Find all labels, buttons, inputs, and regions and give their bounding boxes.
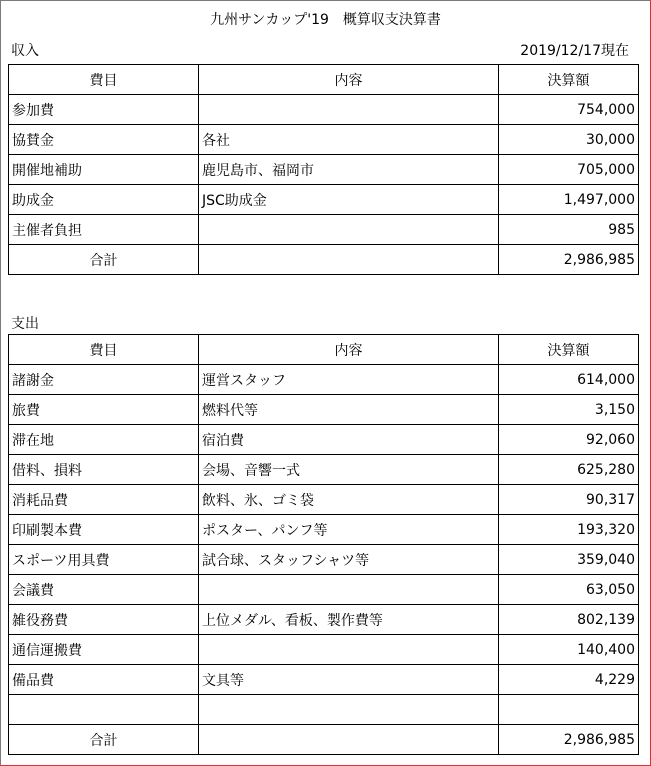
- income-total-label: 合計: [9, 245, 199, 275]
- expense-content: 飲料、氷、ゴミ袋: [199, 485, 499, 515]
- expense-amount: 92,060: [499, 425, 639, 455]
- income-content: JSC助成金: [199, 185, 499, 215]
- expense-section-label: 支出: [11, 316, 39, 332]
- expense-amount: 3,150: [499, 395, 639, 425]
- expense-item: 通信運搬費: [9, 635, 199, 665]
- income-section-label: 収入: [11, 43, 39, 59]
- header-content: 内容: [199, 65, 499, 95]
- expense-table: [8, 334, 639, 755]
- expense-amount: 63,050: [499, 575, 639, 605]
- income-item: 開催地補助: [9, 155, 199, 185]
- expense-item: 滞在地: [9, 425, 199, 455]
- expense-item: 旅費: [9, 395, 199, 425]
- expense-amount: 193,320: [499, 515, 639, 545]
- income-row: [9, 215, 639, 245]
- expense-amount: [499, 695, 639, 725]
- income-item: 参加費: [9, 95, 199, 125]
- expense-row: [9, 605, 639, 635]
- expense-item: 印刷製本費: [9, 515, 199, 545]
- expense-row: [9, 425, 639, 455]
- income-total-empty: [199, 245, 499, 275]
- income-item: 助成金: [9, 185, 199, 215]
- expense-item: 会議費: [9, 575, 199, 605]
- expense-content: 文具等: [199, 665, 499, 695]
- income-row: [9, 185, 639, 215]
- expense-row: [9, 455, 639, 485]
- expense-content: 会場、音響一式: [199, 455, 499, 485]
- expense-content: 燃料代等: [199, 395, 499, 425]
- header-item: 費目: [9, 65, 199, 95]
- expense-header-row: [9, 335, 639, 365]
- income-content: 鹿児島市、福岡市: [199, 155, 499, 185]
- expense-amount: 802,139: [499, 605, 639, 635]
- expense-row: [9, 635, 639, 665]
- income-amount: 985: [499, 215, 639, 245]
- expense-amount: 614,000: [499, 365, 639, 395]
- income-total-amount: 2,986,985: [499, 245, 639, 275]
- expense-content: [199, 635, 499, 665]
- income-amount: 30,000: [499, 125, 639, 155]
- expense-content: 運営スタッフ: [199, 365, 499, 395]
- income-header-row: [9, 65, 639, 95]
- expense-item: 消耗品費: [9, 485, 199, 515]
- header-amount: 決算額: [499, 335, 639, 365]
- expense-content: [199, 575, 499, 605]
- expense-item: 備品費: [9, 665, 199, 695]
- income-content: [199, 215, 499, 245]
- income-content: [199, 95, 499, 125]
- expense-amount: 90,317: [499, 485, 639, 515]
- expense-row: [9, 575, 639, 605]
- income-amount: 1,497,000: [499, 185, 639, 215]
- expense-content: 試合球、スタッフシャツ等: [199, 545, 499, 575]
- document-title: 九州サンカップ'19 概算収支決算書: [210, 12, 441, 28]
- expense-amount: 140,400: [499, 635, 639, 665]
- income-content: 各社: [199, 125, 499, 155]
- expense-row: [9, 695, 639, 725]
- expense-row: [9, 395, 639, 425]
- expense-item: [9, 695, 199, 725]
- header-item: 費目: [9, 335, 199, 365]
- expense-row: [9, 665, 639, 695]
- expense-content: 上位メダル、看板、製作費等: [199, 605, 499, 635]
- income-row: [9, 95, 639, 125]
- expense-content: ポスター、パンフ等: [199, 515, 499, 545]
- expense-item: 諸謝金: [9, 365, 199, 395]
- expense-total-empty: [199, 725, 499, 755]
- income-row: [9, 155, 639, 185]
- expense-total-row: [9, 725, 639, 755]
- expense-item: 借料、損料: [9, 455, 199, 485]
- expense-total-amount: 2,986,985: [499, 725, 639, 755]
- expense-amount: 625,280: [499, 455, 639, 485]
- expense-row: [9, 365, 639, 395]
- expense-content: [199, 695, 499, 725]
- income-amount: 705,000: [499, 155, 639, 185]
- as-of-date: 2019/12/17現在: [520, 43, 629, 59]
- expense-content: 宿泊費: [199, 425, 499, 455]
- expense-item: スポーツ用具費: [9, 545, 199, 575]
- expense-row: [9, 485, 639, 515]
- income-total-row: [9, 245, 639, 275]
- income-item: 協賛金: [9, 125, 199, 155]
- expense-amount: 359,040: [499, 545, 639, 575]
- expense-amount: 4,229: [499, 665, 639, 695]
- income-amount: 754,000: [499, 95, 639, 125]
- income-item: 主催者負担: [9, 215, 199, 245]
- income-row: [9, 125, 639, 155]
- expense-row: [9, 515, 639, 545]
- header-amount: 決算額: [499, 65, 639, 95]
- expense-row: [9, 545, 639, 575]
- expense-item: 雑役務費: [9, 605, 199, 635]
- income-table: [8, 64, 639, 275]
- header-content: 内容: [199, 335, 499, 365]
- expense-total-label: 合計: [9, 725, 199, 755]
